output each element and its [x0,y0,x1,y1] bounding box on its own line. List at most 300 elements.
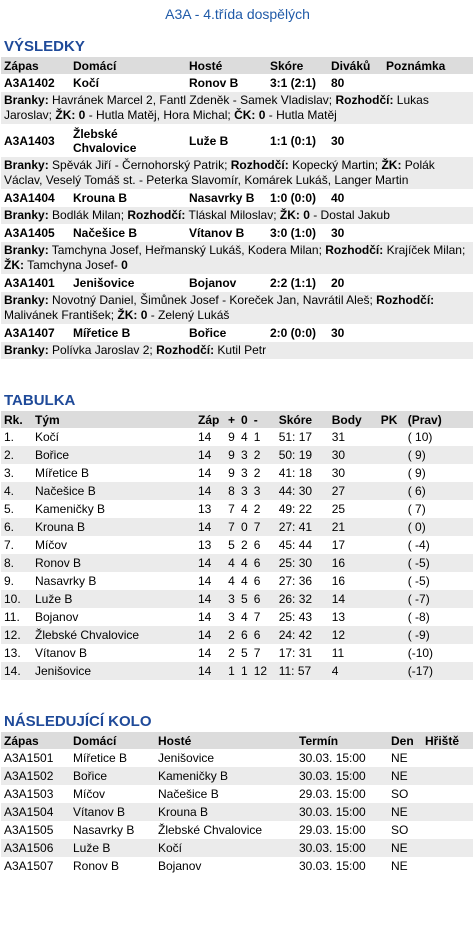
penalty-points [378,590,405,608]
fixture-date: 30.03. 15:00 [299,859,366,873]
true-table: ( 9) [405,446,473,464]
fixture-day: NE [391,859,408,873]
info-text: Lukas Jaroslav; [4,93,429,122]
fixture-day: SO [391,823,409,837]
losses: 6 [253,538,261,552]
away-team: Kočí [155,839,296,857]
wins: 9 [225,446,238,464]
goal-score: 24: 42 [276,626,329,644]
standings-header-cell: - [251,411,276,428]
home-team: Míčov [73,787,106,801]
rank: 11. [4,610,20,624]
losses: 6 [253,574,261,588]
losses: 2 [253,466,261,480]
draws: 4 [241,502,248,516]
draws: 3 [238,482,251,500]
standings-row [1,446,473,464]
home-team: Bořice [70,767,155,785]
fixture-field [422,857,473,875]
info-text: Kopecký Martin; [288,158,382,172]
spectators: 30 [331,326,345,340]
team-name: Mířetice B [35,466,90,480]
match-row [1,224,473,242]
team-name: Míčov [35,538,68,552]
matches-played: 14 [195,554,225,572]
true-table: ( -8) [407,610,430,624]
match-info-row [1,342,473,359]
info-label: Rozhodčí: [325,243,384,257]
standings-row [1,590,473,608]
fixture-id: A3A1503 [4,787,54,801]
points: 21 [329,518,378,536]
fixture-date: 30.03. 15:00 [296,803,388,821]
standings-row [1,554,473,572]
matches-played: 14 [198,430,212,444]
info-text: Krajíček Milan; [383,243,466,257]
match-info-row [1,92,473,124]
standings-row [1,608,473,626]
penalty-points [378,500,405,518]
team-name: Bojanov [35,610,79,624]
home-team: Nasavrky B [73,823,135,837]
match-row [1,274,473,292]
info-label: 0 [121,258,128,272]
standings-row [1,626,473,644]
match-id: A3A1403 [4,133,55,148]
fixture-row [1,785,473,803]
info-text: Bodlák Milan; [48,208,128,222]
results-section-title: VÝSLEDKY [4,38,85,55]
info-label: ŽK: [4,258,24,272]
info-text: Tamchyna Josef- [24,258,122,272]
standings-header-cell: Tým [32,411,195,428]
fixture-id: A3A1504 [1,803,70,821]
matches-played: 14 [198,646,212,660]
draws: 1 [238,662,251,680]
match-id: A3A1401 [4,276,55,290]
penalty-points [378,644,405,662]
points: 4 [329,662,378,680]
wins: 2 [225,626,238,644]
wins: 4 [228,574,235,588]
true-table: ( 0) [405,518,473,536]
fixture-id: A3A1505 [4,823,54,837]
rank: 9. [4,574,15,588]
points: 30 [329,446,378,464]
fixture-date: 30.03. 15:00 [299,751,366,765]
team-name: Krouna B [32,518,195,536]
match-note [383,224,473,242]
rank: 5. [4,502,15,516]
true-table: ( 6) [405,482,473,500]
next-round-header-cell: Den [388,732,422,749]
info-text: - Hutla Matěj [265,108,337,122]
points: 30 [331,466,346,480]
page-title: A3A - 4.třída dospělých [165,6,310,22]
home-team: Ronov B [73,859,120,873]
losses: 7 [253,610,261,624]
spectators: 40 [331,191,345,205]
matches-played: 14 [195,518,225,536]
wins: 8 [225,482,238,500]
rank: 2. [1,446,32,464]
home-team: Kočí [73,76,100,90]
fixture-date: 29.03. 15:00 [299,823,366,837]
fixture-date: 29.03. 15:00 [299,787,366,801]
losses: 2 [253,502,261,516]
rank: 3. [4,466,15,480]
results-header-cell: Skóre [267,57,328,74]
team-name: Kočí [35,430,60,444]
away-team: Ronov B [189,76,239,90]
info-text: Kutil Petr [214,343,267,357]
goal-score: 11: 57 [276,662,329,680]
goal-score: 45: 44 [278,538,313,552]
standings-header-cell: Záp [195,411,225,428]
info-text: Malivánek František; [4,308,118,322]
fixture-field [422,821,473,839]
goal-score: 25: 43 [278,610,313,624]
standings-header-row [1,411,473,428]
spectators: 20 [331,276,345,290]
standings-row [1,518,473,536]
info-label: Rozhodčí: [335,93,394,107]
team-name: Nasavrky B [35,574,97,588]
home-team: Mířetice B [73,326,131,340]
penalty-points [378,446,405,464]
home-team: Žlebské Chvalovice [73,126,137,155]
next-round-header-cell: Domácí [70,732,155,749]
losses: 6 [251,590,276,608]
info-label: Rozhodčí: [156,343,215,357]
true-table: ( -4) [407,538,430,552]
true-table: ( -5) [407,574,430,588]
fixture-field [422,749,473,767]
wins: 9 [228,430,235,444]
fixture-field [422,785,473,803]
fixture-day: NE [388,839,422,857]
team-name: Žlebské Chvalovice [32,626,195,644]
rank: 10. [1,590,32,608]
goal-score: 51: 17 [278,430,313,444]
info-label: Rozhodčí: [230,158,289,172]
away-team: Nasavrky B [189,191,255,205]
wins: 2 [228,646,235,660]
home-team: Jenišovice [73,276,135,290]
losses: 1 [253,430,261,444]
draws: 4 [241,574,248,588]
true-table: ( 7) [407,502,426,516]
home-team: Mířetice B [73,751,128,765]
team-name: Vítanov B [35,646,88,660]
standings-row [1,464,473,482]
team-name: Luže B [32,590,195,608]
penalty-points [378,608,405,626]
true-table: (-10) [407,646,434,660]
match-info-row [1,207,473,224]
info-text: Tláskal Miloslav; [185,208,280,222]
away-team: Kameničky B [155,767,296,785]
losses: 6 [251,626,276,644]
spectators: 30 [331,133,345,148]
spectators: 80 [331,76,345,90]
losses: 12 [251,662,276,680]
match-score: 2:2 (1:1) [270,276,317,290]
true-table: ( -7) [405,590,473,608]
away-team: Jenišovice [158,751,215,765]
info-label: Branky: [4,343,49,357]
team-name: Kameničky B [35,502,106,516]
matches-played: 13 [198,538,212,552]
away-team: Bojanov [189,276,237,290]
fixture-date: 30.03. 15:00 [296,839,388,857]
match-note [383,189,473,207]
info-label: Branky: [4,293,49,307]
goal-score: 27: 36 [278,574,313,588]
match-id: A3A1404 [4,191,55,205]
fixture-row [1,767,473,785]
results-header-cell: Diváků [328,57,383,74]
next-round-header-cell: Hosté [155,732,296,749]
penalty-points [378,482,405,500]
fixture-row [1,803,473,821]
next-round-section-title: NÁSLEDUJÍCÍ KOLO [4,713,152,730]
draws: 3 [241,466,248,480]
points: 16 [331,574,346,588]
match-id: A3A1402 [4,76,55,90]
spectators: 30 [331,226,345,240]
fixture-row [1,749,473,767]
info-label: ŽK: 0 [279,208,310,222]
info-text: Tamchyna Josef, Heřmanský Lukáš, Kodera Milan; [48,243,326,257]
home-team: Krouna B [73,191,127,205]
match-info-row [1,157,473,189]
info-label: ŽK: 0 [55,108,86,122]
draws: 4 [241,430,248,444]
match-info-row [1,292,473,324]
true-table: ( 10) [407,430,433,444]
fixture-field [422,767,473,785]
match-info [1,292,473,324]
matches-played: 14 [195,446,225,464]
points: 17 [331,538,346,552]
wins: 1 [225,662,238,680]
points: 13 [331,610,346,624]
home-team: Vítanov B [70,803,155,821]
rank: 7. [4,538,15,552]
draws: 6 [238,626,251,644]
matches-played: 14 [198,610,212,624]
penalty-points [378,662,405,680]
wins: 7 [228,502,235,516]
matches-played: 14 [198,466,212,480]
next-round-header-row [1,732,473,749]
rank: 4. [1,482,32,500]
wins: 9 [228,466,235,480]
away-team: Bořice [189,326,227,340]
match-info [1,157,473,189]
matches-played: 14 [195,626,225,644]
match-score: 2:0 (0:0) [270,326,317,340]
standings-row [1,644,473,662]
rank: 8. [1,554,32,572]
info-text: - Zelený Lukáš [147,308,230,322]
away-team: Krouna B [155,803,296,821]
points: 12 [329,626,378,644]
info-label: Branky: [4,208,49,222]
info-label: ŽK: 0 [117,308,148,322]
fixture-row [1,839,473,857]
team-name: Bořice [32,446,195,464]
match-row [1,189,473,207]
match-row [1,324,473,342]
matches-played: 14 [195,662,225,680]
match-score: 3:1 (2:1) [270,76,317,90]
fixture-day: NE [391,751,408,765]
match-note [383,324,473,342]
match-info [1,342,473,359]
match-score: 1:1 (0:1) [270,133,317,148]
rank: 13. [4,646,21,660]
wins: 5 [228,538,235,552]
true-table: ( -9) [405,626,473,644]
rank: 12. [1,626,32,644]
info-text: Polívka Jaroslav 2; [48,343,157,357]
results-header-cell: Poznámka [383,57,473,74]
away-team: Bojanov [158,859,202,873]
info-text: Polák Václav, Veselý Tomáš st. - Peterka Slavomír, Komárek Lukáš, Langer Martin [4,158,435,187]
next-round-header-cell: Hřiště [422,732,473,749]
results-header-cell: Hosté [186,57,267,74]
home-team: Načešice B [73,226,138,240]
info-label: Branky: [4,93,49,107]
standings-table [1,411,473,680]
points: 11 [331,646,345,660]
fixture-row [1,857,473,875]
info-label: ŽK: [381,158,402,172]
fixture-day: NE [388,767,422,785]
results-header-cell: Domácí [70,57,186,74]
team-name: Ronov B [32,554,195,572]
losses: 6 [251,554,276,572]
standings-row [1,500,473,518]
info-text: - Dostal Jakub [309,208,390,222]
goal-score: 41: 18 [278,466,313,480]
goal-score: 17: 31 [278,646,313,660]
match-row [1,74,473,92]
info-label: ČK: 0 [234,108,266,122]
draws: 4 [238,554,251,572]
rank: 14. [1,662,32,680]
fixture-day: NE [388,803,422,821]
match-info-row [1,242,473,274]
true-table: (-17) [405,662,473,680]
points: 27 [329,482,378,500]
penalty-points [378,428,405,446]
away-team: Načešice B [158,787,219,801]
results-header-row [1,57,473,74]
penalty-points [378,554,405,572]
draws: 5 [238,590,251,608]
true-table: ( -5) [405,554,473,572]
standings-header-cell: (Prav) [405,411,473,428]
goal-score: 50: 19 [276,446,329,464]
standings-row [1,428,473,446]
draws: 0 [238,518,251,536]
standings-row [1,572,473,590]
draws: 2 [241,538,248,552]
penalty-points [378,536,405,554]
match-note [383,124,473,157]
penalty-points [378,464,405,482]
losses: 3 [251,482,276,500]
team-name: Jenišovice [32,662,195,680]
home-team: Luže B [70,839,155,857]
goal-score: 49: 22 [278,502,313,516]
wins: 4 [225,554,238,572]
rank: 1. [4,430,15,444]
fixture-row [1,821,473,839]
standings-header-cell: + [225,411,238,428]
standings-header-cell: Rk. [1,411,32,428]
true-table: ( 9) [407,466,426,480]
info-label: Rozhodčí: [127,208,186,222]
goal-score: 44: 30 [276,482,329,500]
draws: 3 [238,446,251,464]
standings-header-cell: PK [378,411,405,428]
info-text: Spěvák Jiří - Černohorský Patrik; [48,158,231,172]
match-info [1,207,473,224]
fixture-field [422,839,473,857]
standings-header-cell: 0 [238,411,251,428]
match-row [1,124,473,157]
results-table [1,57,473,359]
info-label: Branky: [4,158,49,172]
wins: 7 [225,518,238,536]
info-text: Novotný Daniel, Šimůnek Josef - Koreček Jan, Navrátil Aleš; [48,293,377,307]
draws: 4 [241,610,248,624]
standings-header-cell: Body [329,411,378,428]
penalty-points [378,626,405,644]
next-round-header-cell: Zápas [1,732,70,749]
match-id: A3A1405 [4,226,55,240]
standings-header-cell: Skóre [276,411,329,428]
match-info [1,242,473,274]
fixture-field [422,803,473,821]
match-note [383,274,473,292]
results-header-cell: Zápas [1,57,70,74]
matches-played: 14 [195,482,225,500]
info-label: Rozhodčí: [376,293,435,307]
points: 25 [331,502,346,516]
match-score: 1:0 (0:0) [270,191,317,205]
losses: 7 [251,518,276,536]
info-text: - Hutla Matěj, Hora Michal; [85,108,235,122]
matches-played: 13 [198,502,212,516]
draws: 5 [241,646,248,660]
away-team: Žlebské Chvalovice [158,823,263,837]
wins: 3 [228,610,235,624]
standings-row [1,662,473,680]
info-text: Havránek Marcel 2, Fantl Zdeněk - Samek Vladislav; [48,93,336,107]
standings-section-title: TABULKA [4,392,76,409]
fixture-id: A3A1502 [1,767,70,785]
team-name: Načešice B [32,482,195,500]
rank: 6. [1,518,32,536]
fixture-id: A3A1506 [1,839,70,857]
next-round-header-cell: Termín [296,732,388,749]
goal-score: 27: 41 [276,518,329,536]
